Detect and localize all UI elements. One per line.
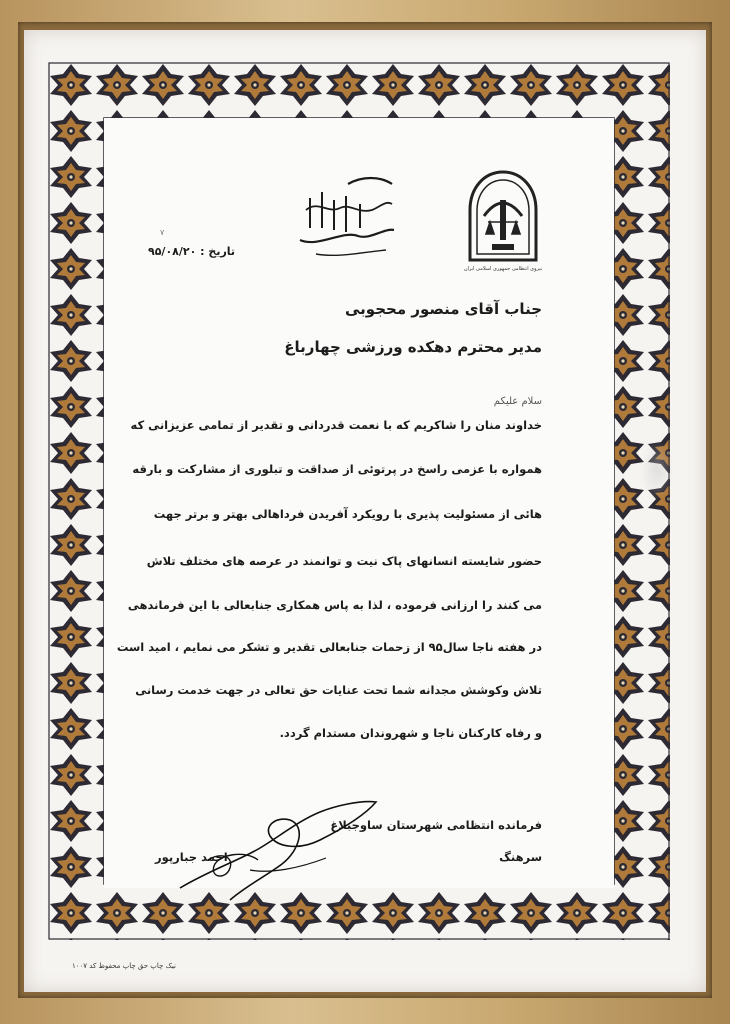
letter-line: همواره با عزمی راسخ در پرتوئی از صداقت و تبلوری از مشارکت و بارقه	[132, 462, 542, 476]
signatory-name: احمد جبارپور	[155, 850, 228, 864]
recipient-name: جناب آقای منصور محجوبی	[345, 300, 542, 318]
emblem-caption: نیروی انتظامی جمهوری اسلامی ایران	[463, 266, 543, 272]
police-emblem-icon	[464, 170, 542, 264]
letter-line: حضور شایسته انسانهای پاک نیت و توانمند در عرصه های مختلف تلاش	[146, 554, 542, 568]
signatory-title: فرمانده انتظامی شهرستان ساوجبلاغ	[330, 818, 542, 832]
salutation: سلام علیکم	[493, 396, 542, 407]
recipient-title: مدیر محترم دهکده ورزشی چهارباغ	[284, 338, 542, 356]
tick-mark: ٧	[160, 228, 165, 237]
letter-line: تلاش وکوشش مجدانه شما تحت عنایات حق تعالی در جهت خدمت رسانی	[135, 683, 542, 697]
letter-line: در هفته ناجا سال۹۵ از زحمات جنابعالی تقدیر و تشکر می نمایم ، امید است	[116, 640, 542, 654]
basmala-calligraphy	[288, 170, 403, 260]
water-stain	[640, 440, 674, 500]
printer-footer: نیک چاپ حق چاپ محفوظ کد ۱۰۰۷	[72, 962, 176, 970]
letter-line: خداوند منان را شاکریم که با نعمت قدردانی و تقدیر از تمامی عزیزانی که	[130, 418, 542, 432]
handwritten-signature	[150, 790, 390, 910]
date-label: تاریخ : ۹۵/۰۸/۲۰	[148, 245, 236, 258]
letter-line: و رفاه کارکنان ناجا و شهروندان مستدام گردد.	[279, 726, 542, 740]
letter-line: می کنند را ارزانی فرموده ، لذا به پاس همکاری جنابعالی با این فرماندهی	[127, 598, 542, 612]
letter-line: هائی از مسئولیت پذیری با رویکرد آفریدن فرداهالی بهتر و برتر جهت	[153, 507, 542, 521]
signatory-rank: سرهنگ	[499, 850, 542, 864]
